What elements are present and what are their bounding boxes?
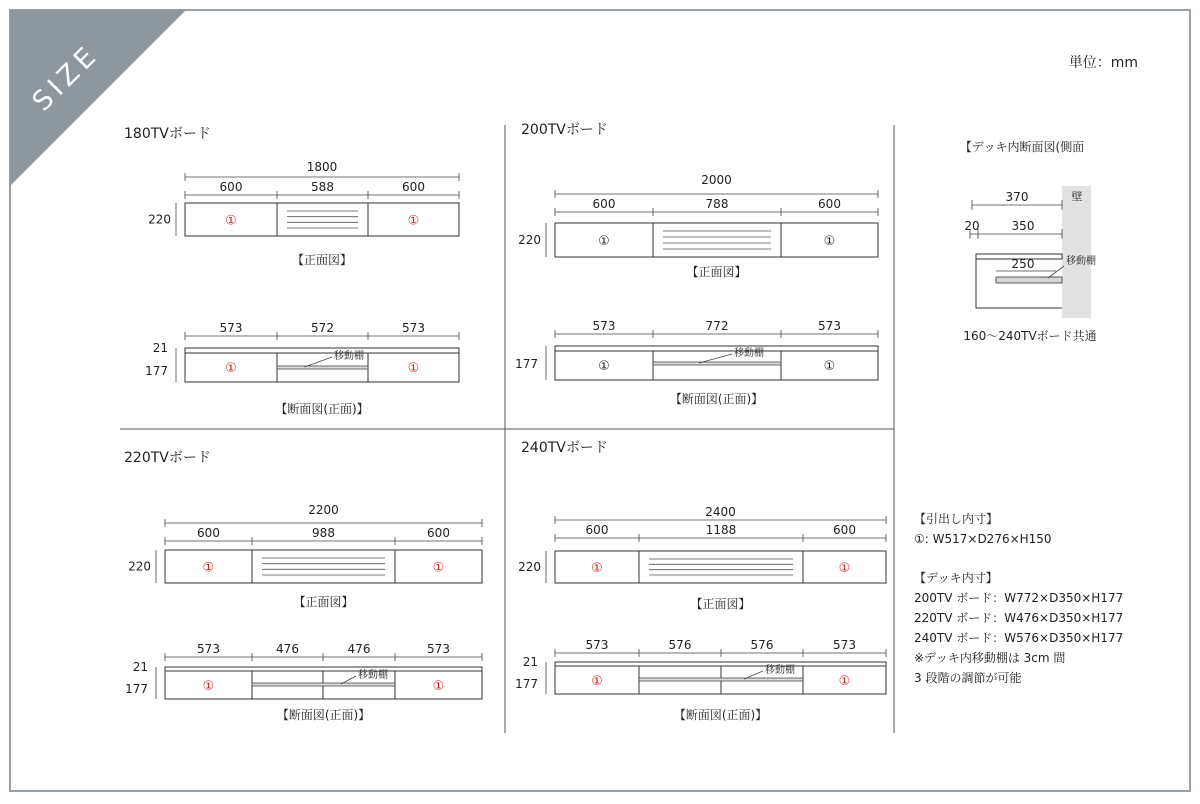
section-dim: 573 [197,642,220,656]
height-dim: 220 [518,233,541,247]
total-dim: 1800 [306,160,338,174]
section-dim: 573 [402,321,425,335]
tv-board-2200 [124,450,482,722]
height-dim: 220 [518,560,541,574]
section-view-caption: 【断面図(正面)】 [669,392,764,406]
drawer-mark: ① [407,213,420,229]
wall-block [1062,186,1091,318]
dim-250: 250 [1011,257,1035,271]
section-dim: 573 [818,319,841,333]
front-dim: 600 [592,197,616,211]
section-dim: 576 [750,638,774,652]
front-dim: 1188 [705,523,737,537]
shelf-label: 移動棚 [765,665,795,676]
front-dim: 588 [311,180,334,194]
section-view-caption: 【断面図(正面)】 [673,708,768,722]
front-dim: 788 [705,197,729,211]
section-height-deck: 177 [515,357,538,371]
section-height-top: 21 [132,660,148,674]
front-view-caption: 【正面図】 [293,595,354,609]
drawer-dims: ①: W517×D276×H150 [914,532,1052,546]
side-section-caption: 160〜240TVボード共通 [963,329,1097,343]
shelf-label: 移動棚 [334,351,364,362]
shelf-leader [1048,266,1064,278]
section-dim: 573 [585,638,609,652]
section-height-deck: 177 [145,364,168,378]
board-title: 240TVボード [521,440,608,456]
dim-350: 350 [1011,219,1035,233]
drawer-title: 【引出し内寸】 [914,512,999,526]
tv-board-1800 [124,126,459,416]
movable-shelf [252,683,395,686]
dim-20: 20 [964,219,980,233]
board-title: 200TVボード [521,122,608,138]
section-height-deck: 177 [515,677,538,691]
side-section-title: 【デッキ内断面図(側面 [959,140,1085,154]
drawer-mark: ① [838,674,851,689]
size-banner-text: SIZE [26,38,106,118]
notes-block [914,511,1123,685]
drawer-mark: ① [202,679,215,694]
front-dim: 988 [312,526,335,540]
section-dim: 572 [311,321,334,335]
tv-board-2000 [515,122,878,406]
shelf-label: 移動棚 [358,670,388,681]
deck-note-1: ※デッキ内移動棚は 3cm 間 [914,651,1066,665]
drawer-mark: ① [202,560,215,576]
front-view-caption: 【正面図】 [686,265,747,279]
wall-label: 壁 [1071,190,1083,203]
section-dim: 576 [668,638,692,652]
movable-shelf [996,277,1062,283]
dim-370: 370 [1005,190,1029,204]
section-dim: 573 [592,319,616,333]
drawer-mark: ① [598,359,610,374]
section-dim: 476 [276,642,299,656]
section-view-caption: 【断面図(正面)】 [276,708,371,722]
section-dim: 573 [427,642,450,656]
front-dim: 600 [818,197,841,211]
side-section [960,139,1097,343]
movable-shelf [277,366,368,369]
board-title: 180TVボード [124,126,211,142]
front-dim: 600 [219,180,243,194]
side-shelf-label: 移動棚 [1066,256,1096,267]
front-dim: 600 [427,526,450,540]
total-dim: 2200 [308,503,339,517]
section-dim: 573 [219,321,243,335]
front-view-caption: 【正面図】 [690,597,751,611]
movable-shelf [653,362,781,365]
height-dim: 220 [128,559,151,574]
drawer-mark: ① [432,560,445,576]
section-dim: 573 [833,638,856,652]
front-dim: 600 [833,523,856,537]
deck-line-200: 200TV ボード：W772×D350×H177 [914,591,1124,605]
section-dim: 772 [705,319,729,333]
drawer-mark: ① [591,674,603,689]
height-dim: 220 [148,212,171,227]
section-view-caption: 【断面図(正面)】 [275,402,369,416]
section-height-deck: 177 [125,682,148,696]
movable-shelf [639,678,803,681]
drawer-mark: ① [823,359,836,374]
front-view-outline [555,551,886,583]
unit-label: 単位：mm [1068,55,1138,71]
front-dim: 600 [585,523,609,537]
drawer-mark: ① [838,561,851,576]
total-dim: 2400 [705,505,736,519]
board-title: 220TVボード [124,450,211,466]
section-dim: 476 [347,642,371,656]
section-height-top: 21 [522,655,538,669]
tv-board-2400 [515,440,886,722]
front-dim: 600 [402,180,425,194]
deck-line-240: 240TV ボード：W576×D350×H177 [914,631,1124,645]
front-dim: 600 [197,526,220,540]
shelf-label: 移動棚 [734,348,764,359]
drawer-mark: ① [823,234,836,249]
total-dim: 2000 [701,173,732,187]
drawer-mark: ① [591,561,603,576]
deck-line-220: 220TV ボード：W476×D350×H177 [914,611,1124,625]
section-height-top: 21 [152,341,168,355]
deck-note-2: 3 段階の調節が可能 [914,671,1022,685]
drawer-mark: ① [407,361,420,376]
deck-title: 【デッキ内寸】 [914,571,998,585]
front-view-caption: 【正面図】 [291,253,353,267]
drawer-mark: ① [225,361,237,376]
drawer-mark: ① [225,213,237,229]
drawer-mark: ① [598,234,610,249]
drawer-mark: ① [432,679,445,694]
